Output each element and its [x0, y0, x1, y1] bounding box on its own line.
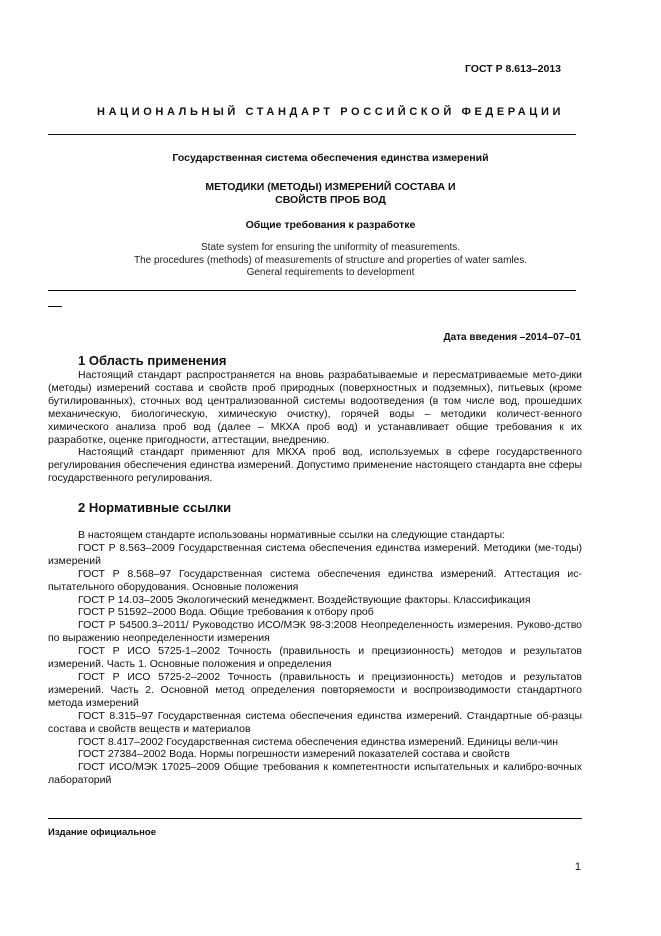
- english-title: [0, 242, 661, 280]
- reference-item: ГОСТ Р 54500.3–2011/ Руководство ИСО/МЭК 98-3:2008 Неопределенность измерения. Руково-дство по выражению неопределенности измерения: [48, 619, 582, 645]
- paragraph: Настоящий стандарт применяют для МКХА проб вод, используемых в сфере государственного регулирования обеспечения единства измерений. Допустимо применение настоящего стандарта вне сферы государственного регулирования.: [48, 446, 582, 485]
- intro-paragraph: В настоящем стандарте использованы нормативные ссылки на следующие стандарты:: [78, 529, 505, 541]
- main-title-line-2: СВОЙСТВ ПРОБ ВОД: [275, 194, 386, 206]
- english-title-line-1: State system for ensuring the uniformity of measurements.: [201, 242, 460, 253]
- paragraph: Настоящий стандарт распространяется на вновь разрабатываемые и пересматриваемые мето-дики (методы) измерений состава и свойств проб природных (поверхностных и подземных), питьевых (кроме бутилированных), сточных вод централизованной системы водоотведения (в том числе вод, прошедших механическую, биологическую, химическую очистку), горячей воды – методики количест-венного химического анализа проб вод (далее – МКХА проб вод) и устанавливает общие требования к их разработке, оценке пригодности, аттестации, внедрению.: [48, 369, 582, 446]
- main-title-line-1: МЕТОДИКИ (МЕТОДЫ) ИЗМЕРЕНИЙ СОСТАВА И: [205, 181, 456, 193]
- reference-item: ГОСТ Р ИСО 5725-1–2002 Точность (правильность и прецизионность) методов и результатов измерений. Часть 1. Основные положения и определения: [48, 645, 582, 671]
- reference-item: ГОСТ Р ИСО 5725-2–2002 Точность (правильность и прецизионность) методов и результатов измерений. Часть 2. Основной метод определения повторяемости и воспроизводимости стандартного метода измерений: [48, 670, 582, 709]
- english-title-line-3: General requirements to development: [246, 267, 415, 278]
- national-standard-heading: НАЦИОНАЛЬНЫЙ СТАНДАРТ РОССИЙСКОЙ ФЕДЕРАЦИИ: [97, 106, 564, 118]
- top-divider: [48, 134, 576, 135]
- title-divider-continuation: [48, 306, 62, 307]
- section-2-body: [48, 529, 582, 787]
- title-divider: [48, 290, 576, 291]
- edition-label: Издание официальное: [48, 827, 156, 838]
- english-title-line-2: The procedures (methods) of measurements of structure and properties of water samles.: [134, 254, 527, 266]
- system-title: Государственная система обеспечения единства измерений: [172, 152, 489, 164]
- reference-item: ГОСТ 8.417–2002 Государственная система обеспечения единства измерений. Единицы вели-чин: [78, 735, 559, 748]
- document-code: ГОСТ Р 8.613–2013: [464, 63, 561, 75]
- reference-item: ГОСТ Р 14.03–2005 Экологический менеджмент. Воздействующие факторы. Классификация: [78, 593, 531, 606]
- subtitle: Общие требования к разработке: [245, 219, 416, 231]
- reference-item: ГОСТ Р 8.568–97 Государственная система обеспечения единства измерений. Аттестация ис-пытательного оборудования. Основные положения: [48, 567, 582, 593]
- section-1-body: [48, 369, 582, 485]
- reference-item: ГОСТ ИСО/МЭК 17025–2009 Общие требования к компетентности испытательных и калибро-вочных лабораторий: [48, 761, 582, 787]
- reference-item: ГОСТ 27384–2002 Вода. Нормы погрешности измерений показателей состава и свойств: [78, 748, 510, 761]
- introduction-date: Дата введения –2014–07–01: [443, 332, 581, 343]
- footer-divider: [48, 818, 582, 819]
- section-2-heading: 2 Нормативные ссылки: [78, 500, 232, 515]
- main-title: [0, 181, 661, 207]
- page-number: 1: [574, 861, 581, 873]
- reference-item: ГОСТ Р 8.563–2009 Государственная система обеспечения единства измерений. Методики (ме-тоды) измерений: [48, 541, 582, 567]
- reference-item: ГОСТ Р 51592–2000 Вода. Общие требования к отбору проб: [78, 606, 374, 619]
- reference-item: ГОСТ 8.315–97 Государственная система обеспечения единства измерений. Стандартные об-разцы состава и свойств веществ и материалов: [48, 709, 582, 735]
- section-1-heading: 1 Область применения: [78, 353, 227, 368]
